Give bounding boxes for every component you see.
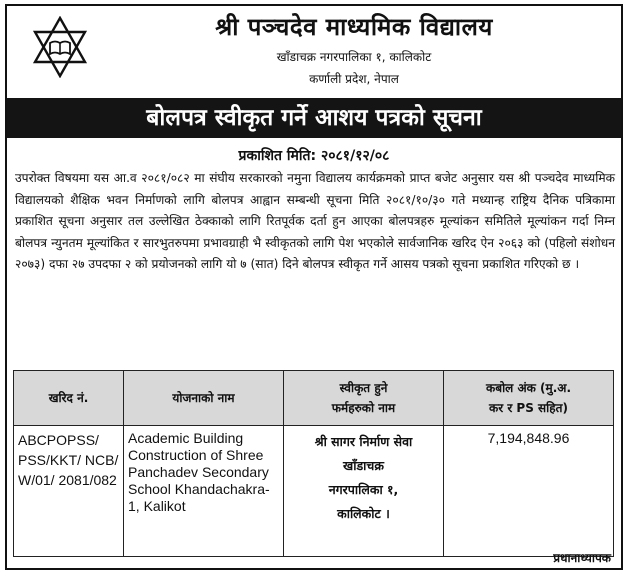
header-firm-name	[284, 371, 444, 426]
header-firm-line2: फर्महरुको नाम	[331, 401, 396, 415]
school-name: श्री पञ्चदेव माध्यमिक विद्यालय	[215, 13, 493, 41]
firm-name-line1: श्री सागर निर्माण सेवा	[314, 434, 413, 449]
header-firm-line1: स्वीकृत हुने	[339, 381, 388, 395]
header-project-name: योजनाको नाम	[124, 371, 284, 426]
award-table	[13, 370, 614, 557]
star-emblem-icon	[29, 16, 91, 78]
table-row	[14, 426, 614, 557]
school-address-municipality: खाँडाचक्र नगरपालिका १, कालिकोट	[276, 50, 432, 64]
signature-principal: प्रधानाध्यापक	[553, 551, 611, 565]
school-address-province: कर्णाली प्रदेश, नेपाल	[309, 72, 399, 86]
notice-title: बोलपत्र स्वीकृत गर्ने आशय पत्रको सूचना	[7, 98, 621, 138]
cell-bid-amount: 7,194,848.96	[444, 426, 614, 557]
header-bid-amount	[444, 371, 614, 426]
cell-firm-name	[284, 426, 444, 557]
header-procurement-no: खरिद नं.	[14, 371, 124, 426]
notice-frame	[5, 4, 623, 570]
firm-name-line4: कालिकोट ।	[337, 506, 390, 521]
header-amount-line1: कबोल अंक (मु.अ.	[486, 381, 571, 395]
cell-procurement-no: ABCPOPSS/ PSS/KKT/ NCB/ W/01/ 2081/082	[14, 426, 124, 557]
cell-project-name: Academic Building Construction of Shree Panchadev Secondary School Khandachakra-1, Kalikot	[124, 426, 284, 557]
firm-name-line2: खाँडाचक्र	[343, 458, 384, 473]
notice-body: उपरोक्त विषयमा यस आ.व २०८१/०८२ मा संघीय सरकारको नमुना विद्यालय कार्यक्रमको प्राप्त बजेट अनुसार यस श्री पञ्चदेव माध्यमिक विद्यालयको शैक्षिक भवन निर्माणको लागि बोलपत्र आह्वान सम्बन्धी सूचना मिति २०८१/१०/३० गते मध्यान्ह राष्ट्रिय दैनिक पत्रिकामा प्रकाशित सूचना अनुसार तल उल्लेखित ठेक्काको लागि रितपूर्वक दर्ता हुन आएका बोलपत्रहरु मूल्यांकन समितिले मूल्यांकन गर्दा निम्न बोलपत्र न्युनतम मूल्यांकित र सारभुतरुपमा प्रभावग्राही भै स्वीकृतको लागि पेश भएकोले सार्वजानिक खरिद ऐन २०६३ को (पहिलो संशोधन २०७३) दफा २७ उपदफा २ को प्रयोजनको लागि यो ७ (सात) दिने बोलपत्र स्वीकृत गर्ने आसय पत्रको सूचना प्रकाशित गरिएको छ ।	[15, 171, 615, 272]
firm-name-line3: नगरपालिका १,	[328, 482, 399, 497]
header-amount-line2: कर र PS सहित)	[489, 401, 568, 415]
school-header	[7, 6, 621, 98]
publish-date: प्रकाशित मिति: २०८१/१२/०८	[238, 148, 390, 164]
table-header-row	[14, 371, 614, 426]
